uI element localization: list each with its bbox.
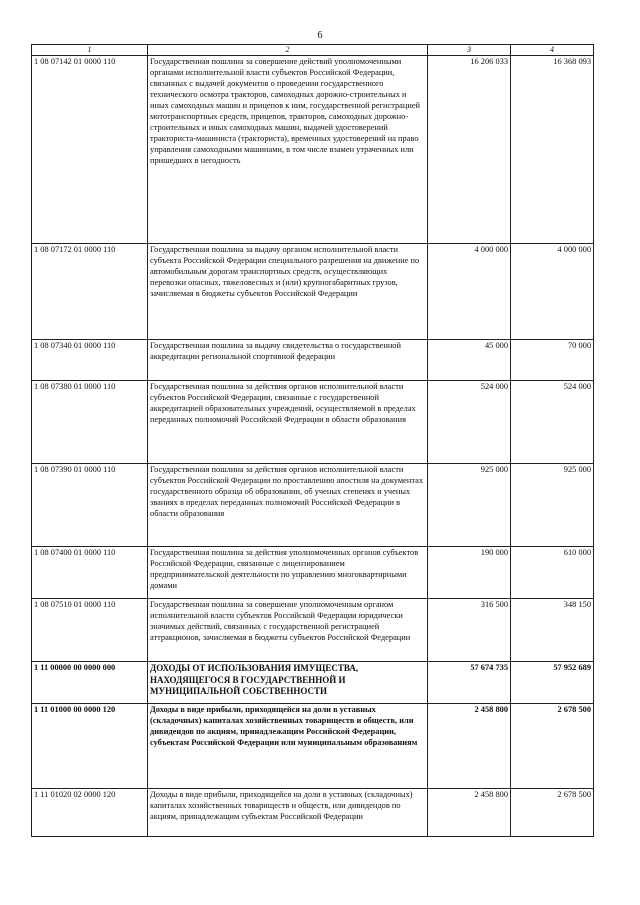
budget-code: 1 08 07390 01 0000 110 — [32, 464, 148, 547]
amount-col4: 16 368 093 — [511, 56, 594, 244]
amount-col4: 4 000 000 — [511, 244, 594, 340]
table-row — [32, 56, 594, 244]
row-description: Государственная пошлина за совершение уполномоченным органом исполнительной власти субъектов Российской Федерации юридически значимых действий, связанных с государственной регистрацией аттракционов, зачисляемая в бюджеты субъектов Российской Федерации — [148, 599, 428, 662]
amount-col3: 190 000 — [428, 547, 511, 599]
row-description: Государственная пошлина за выдачу свидетельства о государственной аккредитации региональной спортивной федерации — [148, 340, 428, 381]
table-row — [32, 340, 594, 381]
row-description: ДОХОДЫ ОТ ИСПОЛЬЗОВАНИЯ ИМУЩЕСТВА, НАХОДЯЩЕГОСЯ В ГОСУДАРСТВЕННОЙ И МУНИЦИПАЛЬНОЙ СОБСТВЕННОСТИ — [148, 662, 428, 704]
amount-col3: 16 206 033 — [428, 56, 511, 244]
row-description: Государственная пошлина за совершение действий уполномоченными органами исполнительной власти субъектов Российской Федерации, связанных с выдачей документов о проведении государственного технического осмотра тракторов, самоходных дорожно-строительных и иных самоходных машин и прицепов к ним, государственной регистрацией мототранспортных средств, прицепов, тракторов, самоходных дорожно-строительных и иных самоходных машин, выдачей удостоверений тракториста-машиниста (тракториста), временных удостоверений на право управления самоходными машинами, в том числе взамен утраченных или пришедших в негодность — [148, 56, 428, 244]
table-row — [32, 789, 594, 837]
budget-code: 1 08 07142 01 0000 110 — [32, 56, 148, 244]
budget-code: 1 08 07340 01 0000 110 — [32, 340, 148, 381]
table-row — [32, 599, 594, 662]
budget-code: 1 08 07380 01 0000 110 — [32, 381, 148, 464]
budget-code: 1 08 07172 01 0000 110 — [32, 244, 148, 340]
column-number: 4 — [511, 45, 594, 56]
row-description: Государственная пошлина за действия органов исполнительной власти субъектов Российской Федерации по проставлению апостиля на документах государственного образца об образовании, об ученых степенях и ученых званиях в пределах переданных полномочий Российской Федерации в области образования — [148, 464, 428, 547]
budget-table — [31, 44, 594, 837]
table-row — [32, 547, 594, 599]
budget-code: 1 11 01000 00 0000 120 — [32, 704, 148, 789]
budget-code: 1 11 00000 00 0000 000 — [32, 662, 148, 704]
amount-col4: 925 000 — [511, 464, 594, 547]
table-row — [32, 381, 594, 464]
amount-col3: 57 674 735 — [428, 662, 511, 704]
amount-col4: 610 000 — [511, 547, 594, 599]
page-number: 6 — [317, 30, 323, 41]
row-description: Доходы в виде прибыли, приходящейся на доли в уставных (складочных) капиталах хозяйственных товариществ и обществ, или дивидендов по акциям, принадлежащим субъектам Российской Федерации — [148, 789, 428, 837]
amount-col3: 4 000 000 — [428, 244, 511, 340]
row-description: Государственная пошлина за выдачу органом исполнительной власти субъекта Российской Федерации специального разрешения на движение по автомобильным дорогам транспортных средств, осуществляющих перевозки опасных, тяжеловесных и (или) крупногабаритных грузов, зачисляемая в бюджеты субъектов Российской Федерации — [148, 244, 428, 340]
column-number-row — [32, 45, 594, 56]
column-number: 3 — [428, 45, 511, 56]
budget-code: 1 11 01020 02 0000 120 — [32, 789, 148, 837]
amount-col4: 70 000 — [511, 340, 594, 381]
amount-col4: 57 952 689 — [511, 662, 594, 704]
table-row — [32, 244, 594, 340]
amount-col4: 524 000 — [511, 381, 594, 464]
amount-col4: 348 150 — [511, 599, 594, 662]
amount-col3: 316 500 — [428, 599, 511, 662]
row-description: Государственная пошлина за действия уполномоченных органов субъектов Российской Федерации, связанные с лицензированием предпринимательской деятельности по управлению многоквартирными домами — [148, 547, 428, 599]
column-number: 1 — [32, 45, 148, 56]
amount-col3: 45 000 — [428, 340, 511, 381]
table-row — [32, 464, 594, 547]
budget-code: 1 08 07400 01 0000 110 — [32, 547, 148, 599]
budget-code: 1 08 07510 01 0000 110 — [32, 599, 148, 662]
table-row — [32, 704, 594, 789]
table-row — [32, 662, 594, 704]
column-number: 2 — [148, 45, 428, 56]
row-description: Доходы в виде прибыли, приходящейся на доли в уставных (складочных) капиталах хозяйственных товариществ и обществ, или дивидендов по акциям, принадлежащим Российской Федерации, субъектам Российской Федерации или муниципальным образованиям — [148, 704, 428, 789]
amount-col4: 2 678 500 — [511, 704, 594, 789]
amount-col3: 2 458 800 — [428, 704, 511, 789]
amount-col3: 524 000 — [428, 381, 511, 464]
amount-col3: 925 000 — [428, 464, 511, 547]
amount-col3: 2 458 800 — [428, 789, 511, 837]
row-description: Государственная пошлина за действия органов исполнительной власти субъектов Российской Федерации, связанные с государственной аккредитацией образовательных учреждений, осуществляемой в пределах переданных полномочий Российской Федерации в области образования — [148, 381, 428, 464]
amount-col4: 2 678 500 — [511, 789, 594, 837]
